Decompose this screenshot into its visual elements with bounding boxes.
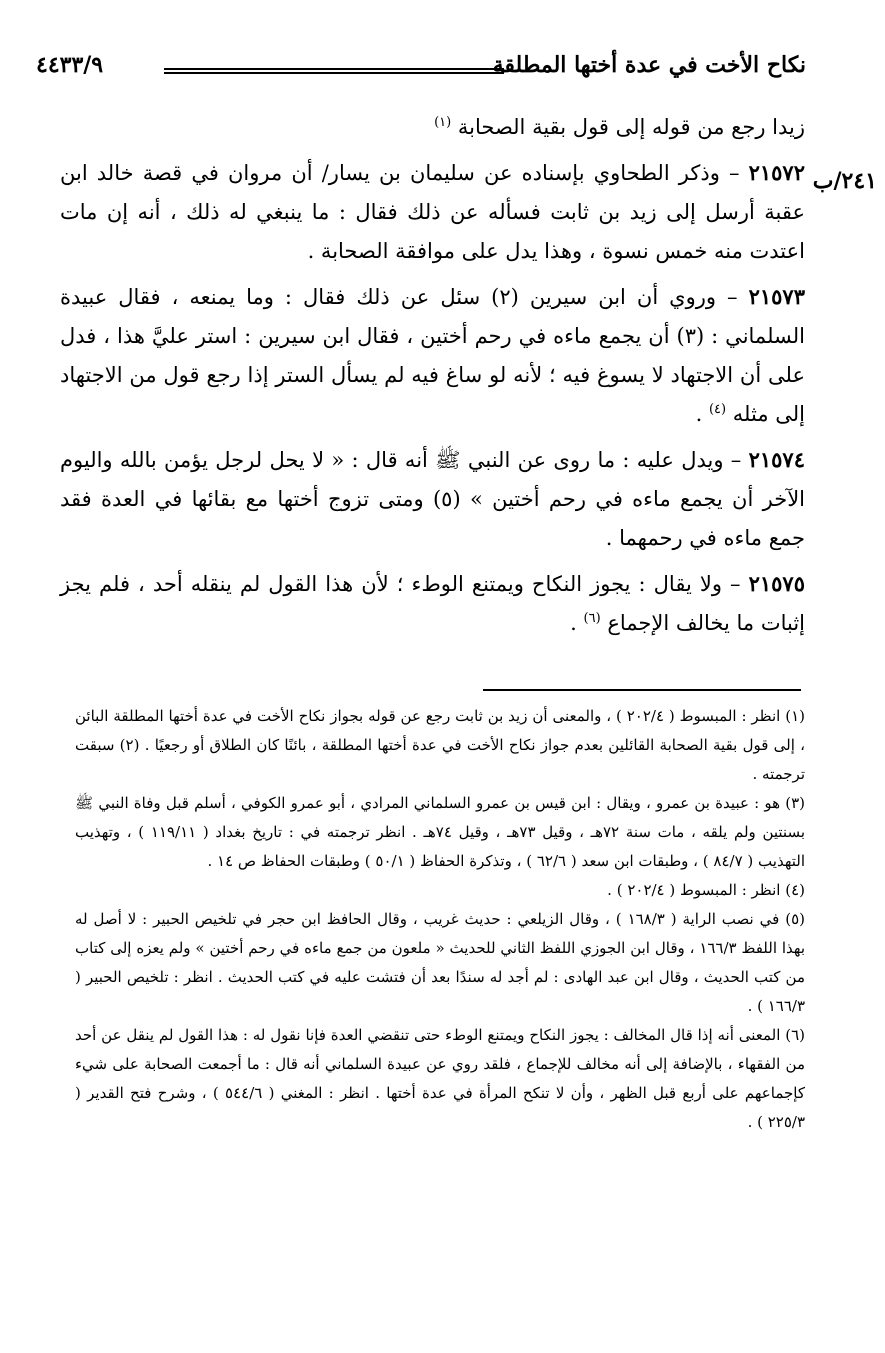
- footnote-ref: (٦): [583, 611, 601, 626]
- paragraph-tail: .: [695, 402, 709, 426]
- footnotes: [75, 702, 805, 1137]
- footnote-separator: [483, 689, 801, 691]
- paragraph-number: ٢١٥٧٤: [748, 447, 805, 472]
- paragraph-text: – ويدل عليه : ما روى عن النبي ﷺ أنه قال : « لا يحل لرجل يؤمن بالله واليوم الآخر أن يجمع ماءه في رحم أختين » (٥) ومتى تزوج أختها مع بقائها في العدة فقد جمع ماءه في رحمهما .: [60, 448, 806, 550]
- margin-folio-note: ٢٤١/ب: [812, 168, 877, 194]
- header-title: نكاح الأخت في عدة أختها المطلقة: [492, 52, 806, 78]
- paragraph-number: ٢١٥٧٥: [748, 571, 805, 596]
- footnote-ref: (٤): [708, 402, 727, 417]
- paragraph-21573: [60, 277, 805, 434]
- paragraph-number: ٢١٥٧٢: [748, 160, 805, 185]
- paragraph-number: ٢١٥٧٣: [748, 284, 805, 309]
- footnote-6: (٦) المعنى أنه إذا قال المخالف : يجوز النكاح ويمتنع الوطء حتى تنقضي العدة فإنا نقول له : هذا القول لم ينقل عن أحد من الفقهاء ، بالإضافة إلى أنه مخالف للإجماع ، فلقد روي عن عبيدة السلماني أنه قال : ما أجمعت الصحابة على شيء كإجماعهم على أربع قبل الظهر ، وأن لا تنكح المرأة في عدة أختها . انظر : المغني ( ٥٤٤/٦ ) ، وشرح فتح القدير ( ٢٢٥/٣ ) .: [75, 1026, 805, 1131]
- paragraph-21574: [60, 440, 805, 558]
- main-text: [60, 108, 805, 649]
- running-header: [36, 52, 806, 92]
- footnote-1: (١) انظر : المبسوط ( ٢٠٢/٤ ) ، والمعنى أن زيد بن ثابت رجع عن قوله بجواز نكاح الأخت في عدة أختها المطلقة البائن ، إلى قول بقية الصحابة القائلين بعدم جواز نكاح الأخت في عدة أختها المطلقة ، بائنًا كان الطلاق أو رجعيًا . (٢) سبقت ترجمته .: [75, 707, 805, 783]
- footnote-5: (٥) في نصب الراية ( ١٦٨/٣ ) ، وقال الزيلعي : حديث غريب ، وقال الحافظ ابن حجر في تلخيص الحبير : لا أصل له بهذا اللفظ ١٦٦/٣ ، وقال ابن الجوزي اللفظ الثاني للحديث « ملعون من جمع ماءه في رحم أختين » ولم يعزه إلى كتاب من كتب الحديث ، وقال ابن عبد الهادى : لم أجد له سندًا بعد أن فتشت عليه في كتب الحديث . انظر : تلخيص الحبير ( ١٦٦/٣ ) .: [75, 910, 805, 1015]
- page-number: ٤٤٣٣/٩: [36, 52, 104, 78]
- footnote-ref: (١): [434, 115, 452, 130]
- footnote-4: (٤) انظر : المبسوط ( ٢٠٢/٤ ) .: [607, 881, 805, 899]
- paragraph-21572: [60, 153, 805, 271]
- paragraph-21575: [60, 564, 805, 643]
- paragraph-text: – وذكر الطحاوي بإسناده عن سليمان بن يسار/ أن مروان في قصة خالد ابن عقبة أرسل إلى زيد بن ثابت فسأله عن ذلك فقال : ما ينبغي له ذلك ، أنه إن مات اعتدت منه خمس نسوة ، وهذا يدل على موافقة الصحابة .: [60, 161, 805, 263]
- paragraph-tail: .: [570, 611, 584, 635]
- footnote-3: (٣) هو : عبيدة بن عمرو ، ويقال : ابن قيس بن عمرو السلماني المرادي ، أبو عمرو الكوفي ، أسلم قبل وفاة النبي ﷺ بسنتين ولم يلقه ، مات سنة ٧٢هـ ، وقيل ٧٣هـ ، وقيل ٧٤هـ . انظر ترجمته في : تاريخ بغداد ( ١١٩/١١ ) ، وتهذيب التهذيب ( ٨٤/٧ ) ، وطبقات ابن سعد ( ٦٢/٦ ) ، وتذكرة الحفاظ ( ٥٠/١ ) وطبقات الحفاظ ص ١٤ .: [75, 794, 805, 870]
- header-rule: [164, 68, 504, 74]
- paragraph-text: – ولا يقال : يجوز النكاح ويمتنع الوطء ؛ لأن هذا القول لم ينقله أحد ، فلم يجز إثبات ما يخالف الإجماع: [60, 572, 805, 635]
- paragraph-text: زيدا رجع من قوله إلى قول بقية الصحابة: [457, 115, 805, 139]
- paragraph-continuation: [60, 108, 805, 147]
- paragraph-text: – وروي أن ابن سيرين (٢) سئل عن ذلك فقال : وما يمنعه ، فقال عبيدة السلماني : (٣) أن يجمع ماءه في رحم أختين ، فقال ابن سيرين : استر عليَّ هذا ، فدل على أن الاجتهاد لا يسوغ فيه ؛ لأنه لو ساغ فيه لم يسأل الستر إذا رجع قول من الاجتهاد إلى مثله: [60, 285, 805, 426]
